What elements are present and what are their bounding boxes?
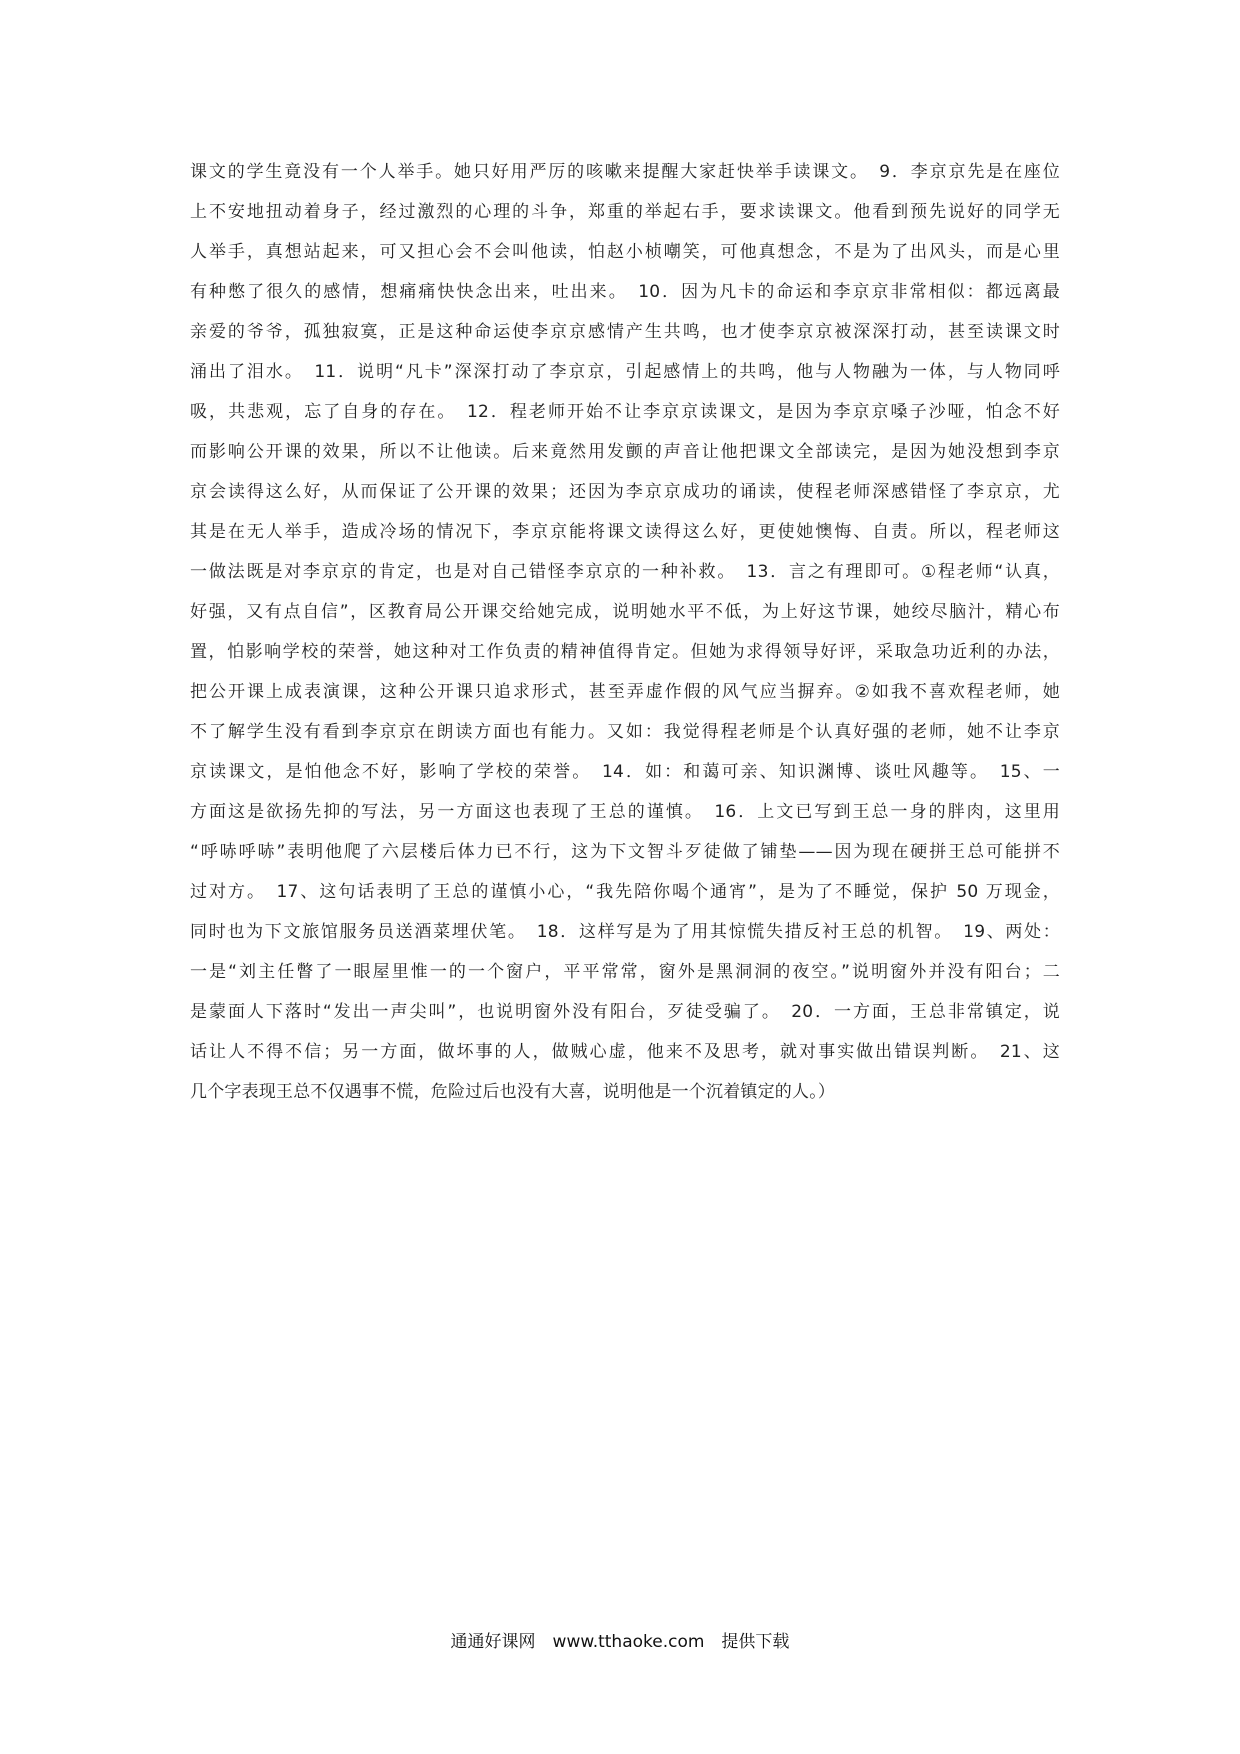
text-line: 有种憋了很久的感情，想痛痛快快念出来，吐出来。 10．因为凡卡的命运和李京京非常相似：都远离最 [190, 282, 1060, 302]
text-line-last: 几个字表现王总不仅遇事不慌，危险过后也没有大喜，说明他是一个沉着镇定的人。） [190, 1082, 836, 1102]
answer-text-block [190, 152, 1060, 1112]
text-line: 亲爱的爷爷，孤独寂寞，正是这种命运使李京京感情产生共鸣，也才使李京京被深深打动，甚至读课文时 [190, 322, 1060, 342]
page-footer: 通通好课网 www.tthaoke.com 提供下载 [450, 1632, 790, 1652]
text-line: 吸，共悲观，忘了自身的存在。 12．程老师开始不让李京京读课文，是因为李京京嗓子沙哑，怕念不好 [190, 402, 1060, 422]
text-line: 同时也为下文旅馆服务员送酒菜埋伏笔。 18．这样写是为了用其惊慌失措反衬王总的机智。 19、两处： [190, 922, 1060, 942]
text-line: 一是“刘主任瞥了一眼屋里惟一的一个窗户，平平常常，窗外是黑洞洞的夜空。”说明窗外并没有阳台；二 [190, 962, 1060, 982]
text-line: 课文的学生竟没有一个人举手。她只好用严厉的咳嗽来提醒大家赶快举手读课文。 9．李京京先是在座位 [190, 162, 1060, 182]
text-line: 好强，又有点自信”，区教育局公开课交给她完成，说明她水平不低，为上好这节课，她绞尽脑汁，精心布 [190, 602, 1060, 622]
text-line: 京会读得这么好，从而保证了公开课的效果；还因为李京京成功的诵读，使程老师深感错怪了李京京，尤 [190, 482, 1060, 502]
text-line: 置，怕影响学校的荣誉，她这种对工作负责的精神值得肯定。但她为求得领导好评，采取急功近利的办法， [190, 642, 1060, 662]
text-line: 京读课文，是怕他念不好，影响了学校的荣誉。 14．如：和蔼可亲、知识渊博、谈吐风趣等。 15、一 [190, 762, 1060, 782]
text-line: “呼哧呼哧”表明他爬了六层楼后体力已不行，这为下文智斗歹徒做了铺垫——因为现在硬拼王总可能拼不 [190, 842, 1060, 862]
text-line: 人举手，真想站起来，可又担心会不会叫他读，怕赵小桢嘲笑，可他真想念，不是为了出风头，而是心里 [190, 242, 1060, 262]
text-line: 一做法既是对李京京的肯定，也是对自己错怪李京京的一种补救。 13．言之有理即可。①程老师“认真， [190, 562, 1060, 582]
text-line: 上不安地扭动着身子，经过激烈的心理的斗争，郑重的举起右手，要求读课文。他看到预先说好的同学无 [190, 202, 1060, 222]
text-line: 是蒙面人下落时“发出一声尖叫”，也说明窗外没有阳台，歹徒受骗了。 20．一方面，王总非常镇定，说 [190, 1002, 1060, 1022]
text-line: 不了解学生没有看到李京京在朗读方面也有能力。又如：我觉得程老师是个认真好强的老师，她不让李京 [190, 722, 1060, 742]
text-line: 而影响公开课的效果，所以不让他读。后来竟然用发颤的声音让他把课文全部读完，是因为她没想到李京 [190, 442, 1060, 462]
text-line: 方面这是欲扬先抑的写法，另一方面这也表现了王总的谨慎。 16．上文已写到王总一身的胖肉，这里用 [190, 802, 1060, 822]
text-line: 其是在无人举手，造成冷场的情况下，李京京能将课文读得这么好，更使她懊悔、自责。所以，程老师这 [190, 522, 1060, 542]
text-line: 涌出了泪水。 11．说明“凡卡”深深打动了李京京，引起感情上的共鸣，他与人物融为一体，与人物同呼 [190, 362, 1060, 382]
text-line: 话让人不得不信；另一方面，做坏事的人，做贼心虚，他来不及思考，就对事实做出错误判断。 21、这 [190, 1042, 1060, 1062]
text-line: 过对方。 17、这句话表明了王总的谨慎小心，“我先陪你喝个通宵”，是为了不睡觉，保护 50 万现金， [190, 882, 1060, 902]
text-line: 把公开课上成表演课，这种公开课只追求形式，甚至弄虚作假的风气应当摒弃。②如我不喜欢程老师，她 [190, 682, 1060, 702]
